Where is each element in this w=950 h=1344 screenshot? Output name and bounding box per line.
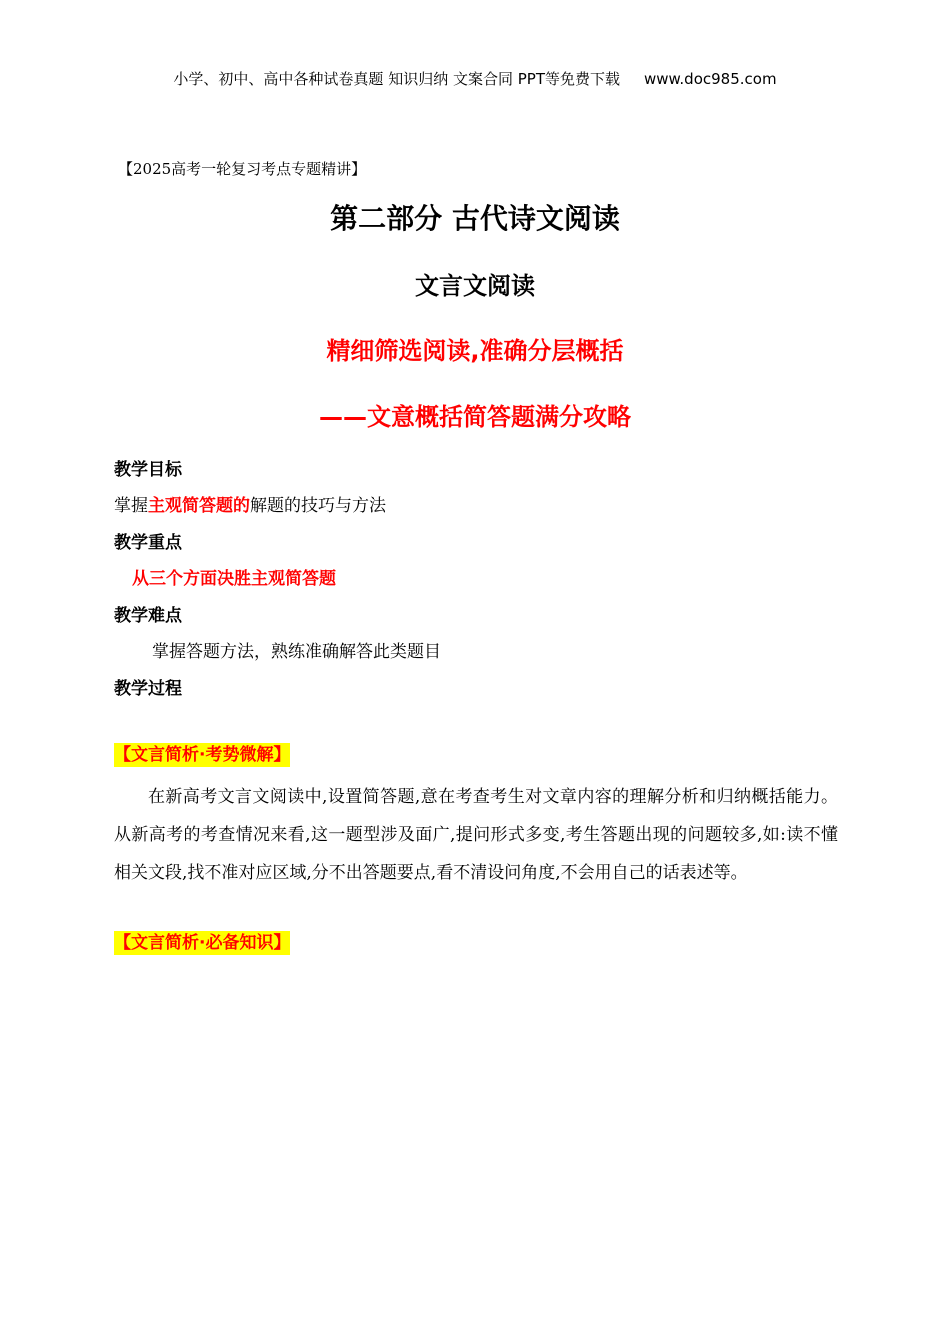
difficulties-text: 掌握答题方法，熟练准确解答此类题目 [152,642,441,662]
exam-trend-paragraph: 在新高考文言文阅读中,设置简答题,意在考查考生对文章内容的理解分析和归纳概括能力。从新高考的考查情况来看,这一题型涉及面广,提问形式多变,考生答题出现的问题较多,如:读不懂相关文段,找不准对应区域,分不出答题要点,看不清设问角度,不会用自己的话表述等。 [114,787,838,883]
title-red-1: 精细筛选阅读,准确分层概括 [326,337,624,365]
difficulties-heading: 教学难点 [114,606,182,626]
header-text: 小学、初中、高中各种试卷真题 知识归纳 文案合同 PPT等免费下载 [173,70,620,88]
page-header [0,68,950,89]
header-url[interactable]: www.doc985.com [643,70,777,88]
key-points-heading: 教学重点 [114,533,182,553]
section-tag-exam-trend: 【文言简析·考势微解】 [114,745,291,765]
section-tag-essential-knowledge: 【文言简析·必备知识】 [114,933,291,953]
goals-text-post: 解题的技巧与方法 [250,496,386,516]
series-tag: 【2025高考一轮复习考点专题精讲】 [118,160,367,178]
goals-text-pre: 掌握 [114,496,148,516]
goals-text [114,491,386,516]
goals-text-highlight: 主观简答题的 [148,496,250,516]
title-red-2: ——文意概括简答题满分攻略 [319,403,631,431]
goals-heading: 教学目标 [114,460,182,480]
title-sub: 文言文阅读 [415,272,535,300]
process-heading: 教学过程 [114,679,182,699]
key-points-text: 从三个方面决胜主观简答题 [132,569,336,589]
title-main: 第二部分 古代诗文阅读 [330,202,620,235]
